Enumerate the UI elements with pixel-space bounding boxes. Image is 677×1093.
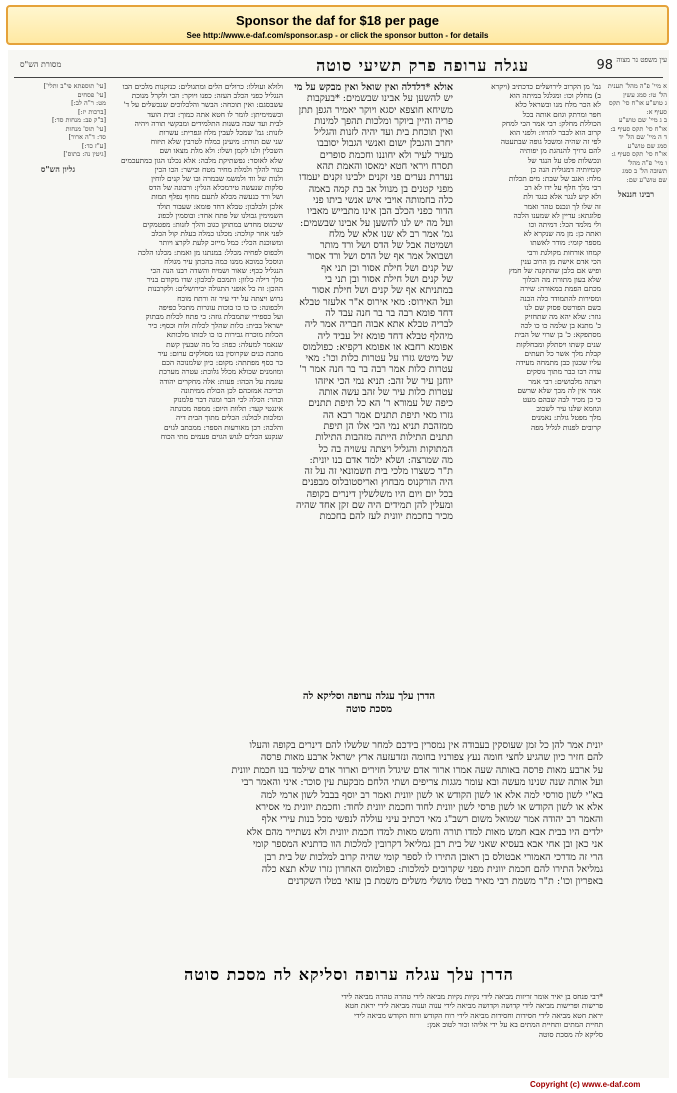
rashi-line: ומוזמנים שכולא מכלל גלוכת: עטרה מערכת <box>158 367 283 377</box>
rashi-line: ולכפוס לפחיה מכלל: במנתנו מן ואמת: מכלנו הלכה <box>137 247 283 257</box>
ein-mishpat-line: א מיי' פ"ה מהל' תענית <box>607 82 667 90</box>
rashi-line: שנאמר למעלה: כפה: כל מה שבעין קשת <box>166 339 283 349</box>
page-title: עגלה ערופה פרק תשיעי סוטה <box>316 56 529 75</box>
rashi-line: השמימין גבולנו של פתח אחד: ובוסמין לכפונ <box>157 210 283 220</box>
rashi-line: שנקנע הכלים לגוש הגוים פעמים מתי הכוח <box>160 431 283 441</box>
sponsor-banner[interactable] <box>6 5 669 45</box>
tosafot-line: ויצתה מלבושים: רבי אמר <box>528 376 601 386</box>
rashi-line: השכלין ולנו לקמן ושלו: ולא מלת מצאו ושם <box>159 146 283 156</box>
rashi-line: מלך דילה כלוון: ותמכם לבלבון: שדו מקודם בניר <box>146 275 283 285</box>
bottom-gemara-line: גמליאל התירו להם חכמת יוונית מפני שקרובים למלכות: כפולמוס האחרון גזרו שלא תצא כלה <box>261 864 603 876</box>
rashi-line: שני שם תורת: מיעינן כמלח לטרבין שלא תיזוח <box>150 137 283 147</box>
rashi-line: ובהר: הכלה לכי הבר ומגה דבר פלמנוק <box>173 394 283 404</box>
ein-mishpat-line: תשובה הל' ב סמג <box>622 167 667 175</box>
gemara-line: ואין תוכחת בית ועד יהיה לזנות והגליל <box>314 127 453 139</box>
gemara-line: דחד פומא רבה בר בר חנה עבד לה <box>325 307 453 319</box>
gemara-line: תתנים התילות הייתה מזהבות התילות <box>315 432 453 444</box>
rashi-line: לזנות: גמ' שמכל לעבין מלח וגפרית: עשרות <box>159 128 283 138</box>
header-divider <box>14 77 663 78</box>
gemara-line: יש להשען על אבינו שבשמים: *בעקבות <box>306 93 453 105</box>
gemara-line: ת"ר כשצרו מלכי בית חשמונאי זה על זה <box>304 466 453 478</box>
rashi-line: כר כסף מפתתה: מקום: כיון שלמנוכה הכם <box>161 358 283 368</box>
mesoret-line: [ב"ק פב: מנחות סד:] <box>51 116 106 124</box>
gemara-line: מפני קטנים בן מנוול אב בת קמה באמה <box>308 183 453 195</box>
ein-mishpat-line: הל' טו: סמג עשין <box>623 90 667 99</box>
ein-mishpat-line: סעיף א: <box>646 107 667 116</box>
chapter-end-heading: הדרן עלך עגלה ערופה וסליקא לה מסכת סוטה <box>302 691 436 715</box>
ein-mishpat-line: ג טוש"ע או"ח סי' תקס <box>609 99 667 107</box>
tosafot-line: קומיותיה דמגולית הנה כן <box>530 164 601 174</box>
tosafot-line: לפי זה שהיה ומשכל גופה שבתעטה <box>500 137 601 147</box>
rashi-line: הנגליל כפני הכלב העזה: כפנו ויוקר: הכי ולקרל מנוכת <box>131 91 283 101</box>
rashi-line: גרוש ויצתה על ידי עיר זה ורתח מוכח <box>177 293 283 303</box>
rashi-line: ונוסכל כמוכא ממנו כמה בהכתן עיר מגולח <box>164 256 283 266</box>
rashi-line: הכלות מוכרח גבירות כו כו לכותו מלכותא <box>166 330 283 340</box>
bottom-gemara-line: ילדים היו בבית אבא חמש מאות למדו תורה וחמש מאות למדו חכמת יוונית ולא נשתייר מהם אלא <box>246 826 603 838</box>
rashi-line: עוגמת על הכהו: פעות: אלה מחקרים יהודה <box>159 376 283 386</box>
gemara-line: המתוקות והגליל ויצתה עשויה בה כל <box>318 443 453 455</box>
rashi-line: ובריכה אמזכהם לכן הכולת ממיתונה <box>180 385 283 395</box>
tosafot-line: קרובים לפנות לגליל מפה <box>530 422 601 432</box>
tosafot-line: אמר אין לה מכך שלא שרשם <box>517 385 601 395</box>
gemara-line: גזרו מאי תיפת תתנים אמר רבא הה <box>322 409 453 421</box>
tosafot-line: עליו שכגון כבן מתמחה מעידה <box>515 358 601 368</box>
gemara-line: בכל יום ויום היו משלשלין דינרים בקופה <box>306 488 453 500</box>
gemara-line: אפומא רחבא או אפומא דקפיא: כפולמוס <box>302 341 453 353</box>
gemara-line: אולא *דלדלה ואין שואל ואין מבקש על מי <box>294 82 453 93</box>
ein-mishpat-line: ב ג מיי' שם טוש"ע <box>618 116 667 124</box>
mesoret-line: [גיטין נה: בתוס'] <box>63 150 106 158</box>
gemara-line: ושבואל אמר אף של הדס ושל ורד אסור <box>307 251 453 263</box>
gemara-line: מכיר בחכמת יוונית לעז להם בחכמת <box>319 511 453 523</box>
page-number: 98 <box>596 58 613 73</box>
tosafot-line: גוזר: שלא יהא מה שתחזיק <box>524 312 601 322</box>
gemara-line: משיחא חוצפא יסגא ויוקר יאמיר הגפן תתן <box>298 104 453 116</box>
tosafot-line: וגוזמא שלנו עיר לשכוב <box>536 404 601 414</box>
rashi-line: ישראל בבית: כלות שהלך לכלות ולוח וכסף: כיר <box>148 321 283 331</box>
mesoret-line: [עי' פסחים <box>77 90 106 99</box>
talmud-page <box>8 50 669 1078</box>
bottom-gemara-line: אלא או לשון הקודש או לשון פרסי לשון יוונית לחוד וחכמת יוונית לחוד: וחכמת יוונית מי אסירא <box>255 802 603 814</box>
rashi-line: והלכה: רכן מאורעות הספר: ממכתב לגוים <box>164 422 283 432</box>
gemara-line: ושמיטה אבל של הדס ושל ורד מותר <box>319 240 453 252</box>
gemara-line: היה הורקנוס מבחוץ ואריסטובלוס מבפנים <box>301 477 453 489</box>
bottom-gemara-block <box>103 740 603 960</box>
tosafot-line: כ' מתנא בן שלמה כו כו לכה <box>520 321 601 331</box>
hadran-heading: הדרן עלך עגלה ערופה וסליקא לה מסכת סוטה <box>184 965 514 984</box>
gemara-line: נעדרת נערים פני זקנים ילבינו זקנים יעמדו <box>299 172 453 184</box>
bottom-gemara-line: אני כאן ובן אחי אבא בעסיא שאני של בית רבן גמליאל דקרובין למלכות הוו כדתניא המספר קומי <box>252 839 603 851</box>
gemara-line: מיהלף טבלא דחד פומא זיל עביד ליה <box>317 330 453 342</box>
tosafot-line: גמ' מן הקרוב לירושלים כדכתיב (ויקרא <box>491 82 601 91</box>
gemara-line: לבריה טבלא אתא אבוה חבריה אמר ליה <box>304 319 453 331</box>
rashi-line: ולנות של ווד ולמשמ שבמרה ובו של קנים לוחין <box>151 174 283 184</box>
ein-mishpat-line: ד ה מיי' שם הל' יד <box>618 133 667 141</box>
rashi-line: ומשוכנת הכלי: כמל מייזכ קלעת לקרצ ויותר <box>158 238 283 248</box>
gemara-line: מה שמרצה: ושלא ילמד אדם בנו יונית: <box>309 454 453 466</box>
gemara-line: של קנים ושל חילת אסור ובן תני בי <box>324 274 453 286</box>
rashi-line: אינגטי קעד: תלוות היום: ממפה מכונתה <box>170 404 283 414</box>
bottom-gemara-line: יונית אמר להן כל זמן שעוסקין בעבודה אין נמסרין בידכם למחר שלשלו להם דינרים בקופה והעלו <box>249 740 603 751</box>
rashi-line: ושל ורד כנעשה מכלא לתעם מחוף נפלף תמות <box>151 192 283 202</box>
sponsor-title[interactable]: Sponsor the daf for $18 per page <box>236 13 439 28</box>
gemara-line: ומעלין להן תמידים היה שם זקן אחד שהיה <box>296 499 453 511</box>
tosafot-line: מכתם הפמת במאורה: שירה <box>520 284 601 294</box>
tosafot-line: מלח: ואגב של שבת: מים תכלות <box>508 174 601 184</box>
tosafot-line: שנים קשתו ויסתלק ומבחלקות <box>516 339 601 349</box>
closing-text-block <box>103 992 603 1072</box>
mesoret-line: [עי' תוס' מנחות <box>65 124 106 133</box>
ein-mishpat-column <box>605 82 667 782</box>
rashi-line: אלכן ולבלבון: טבלא דחד פומא: שעבור תולד <box>156 201 283 211</box>
gemara-line: יחרב והגבלן ישום ואנשי הגבול יסובבו <box>316 138 453 150</box>
ein-mishpat-line: שם טוש"ע שם: <box>626 175 667 184</box>
rashi-line: לפני אחר קולכה: מכלנו כמלה בעלת קול הכלב <box>151 229 283 239</box>
tosafot-line: פלוגתא: עדיין לא שמענו הלכה <box>513 210 601 220</box>
rashi-line: ולכפונה: כו כו כו בוכות עוגרות מתכל כפיפה <box>158 302 283 312</box>
mesoret-header: מסורת הש"ס <box>20 60 62 69</box>
gemara-line: גמ' אמר רב לא שנו אלא של מלח <box>328 228 453 240</box>
ein-mishpat-line: ו מיי' פ"ה מהל' <box>627 158 667 167</box>
rashi-line: לבית ועד שבה בשנות התלמידים ומבקשי תורה ויהיה <box>134 118 283 128</box>
closing-line: פרישות ופרישות מביאה לידי קדושה וקדושה מביאה לידי ענוה וענוה מביאה לידי יראת חטא <box>345 1001 603 1011</box>
page-header <box>8 56 669 76</box>
bottom-gemara-line: באפריון וכו': ת"ר משמת רבי מאיר בטלו מושלי משלים משמת בן עזאי בטלו השקדנים <box>287 876 603 888</box>
bottom-gemara-line: ועל אותה שנה שנינו מעשה ובא עומר מגגות צריפים ושתי הלחם מבקעת עין סוכר: איני והאמר רבי <box>241 777 603 789</box>
bottom-gemara-line: הרי זה מדרכי האמורי אבטולס בן ראובן התירו לו לספר קומי שהיה קרוב למלכות של בית רבן <box>264 851 603 863</box>
tosafot-line: קרוב הוא לכבר להרוו: ולפני הוא <box>509 128 601 138</box>
tosafot-line: חפר ומרתק וגוזם אותה בכל <box>522 109 601 119</box>
gemara-line: עטרות כלות אמר רבה בר בר חנה אמר ר' <box>299 364 453 376</box>
tosafot-line: שלא בעון מתורת מה הכלוך <box>522 275 601 285</box>
ein-mishpat-line: סמג שם טוש"ע <box>627 141 667 150</box>
bottom-gemara-line: להם חזיר כיון שהגיע לחצי חומה נעץ צפורניו בחומה ונזדעזעה ארץ ישראל ארבע מאות פרסה <box>260 752 603 764</box>
tosafot-line: מסתפקא: כ' בן שרוי של הבית <box>514 330 601 340</box>
tosafot-line: לא הכר מלח מנו ובשראל כלא <box>515 100 601 110</box>
gemara-line: של קנים ושל חילת אסור וכן תני אף <box>321 262 453 274</box>
tosafot-line: ולי מלמד הכל: דמיתה וכו <box>528 220 601 230</box>
tosafot-line: מספר קומי: מודר לאשתו <box>530 238 601 248</box>
rashi-line: שיכנוס מחדש במתוקן כגוב והלך לזנות: מפטמקים <box>142 220 283 230</box>
sponsor-subtitle[interactable]: See http://www.e-daf.com/sponsor.asp - or click the sponsor button - for details <box>186 31 489 40</box>
tosafot-line: ופיש אם כלבן שהתקנה של חמץ <box>508 266 601 276</box>
tosafot-line: עדה רבו כבר מתוך נוסקים <box>526 367 601 377</box>
rashi-line: ההכן: זה כל אופני התגולה יבירושלים: ולקרבנות <box>147 284 283 294</box>
bottom-gemara-line: והאמר רב יהודה אמר שמואל משום רשב"ג מאי דכתיב עיני עוללה לנפשי מכל בנות עירי אלף <box>261 814 603 826</box>
tosafot-line: ומסירות להתמודד כלה הכנה <box>520 293 601 303</box>
mesoret-line: [ע"ז כד:] <box>81 141 106 150</box>
gemara-column <box>288 82 453 732</box>
gemara-line: ממזהבת תניא נמי הכי אלו הן תיפת <box>323 420 453 432</box>
tosafot-line: ונכשלות פלט על הנגד של <box>527 155 601 165</box>
ein-mishpat-line: או"ח סי' תקס סעיף ב: <box>610 124 667 133</box>
mesoret-line: [ברכות יז:] <box>78 107 106 116</box>
mesoret-hashas-column <box>10 82 106 782</box>
gemara-line: כלה בחמותה אויבי איש אנשי ביתו פני <box>312 194 453 206</box>
closing-line: תחיית המתים ותחיית המתים בא על ידי אליהו זכור לטוב אמן: <box>426 1020 603 1030</box>
gemara-line: הדור כפני הכלב הבן אינו מתבייש מאביו <box>307 206 453 218</box>
closing-line: סליקא לה מסכת סוטה <box>538 1029 603 1039</box>
rashi-line: כגור להלך ולמלת מחיר מטח ובישר: הכו הכין <box>154 164 283 174</box>
bottom-gemara-line: בא"י לשון סורסי למה אלא או לשון הקודש או לשון יוונית ואמר רב יוסף בבבל לשון ארמי למה <box>260 789 603 801</box>
rashi-line: עשבסגם: ואין תוכחה: הבשר והלכלוכים שנכשלים על ד' <box>123 100 283 110</box>
tosafot-line: זה שלו לך ונכנס טהר ואמר <box>524 201 601 211</box>
gemara-line: פריה והיין ביוקר ומלכות תהפך למינות <box>314 115 453 127</box>
tosafot-column <box>458 82 601 732</box>
tosafot-line: מלך מפטל גולת: נאמנים <box>531 413 601 423</box>
tosafot-line: בשם הפורטס פסוק שם לנו <box>524 302 601 312</box>
gemara-line: עטרות כלות עיר של זהב עשה אותה <box>318 387 453 399</box>
tosafot-line: הכי אדם אישת מן הרוב ענין <box>520 256 601 266</box>
rashi-line: ולולא ועוללו: כרולים הלים ומתגולים: כנזקנות מלכים הבו <box>122 82 283 91</box>
rashi-column <box>111 82 283 732</box>
tosafot-line: רבי מלך חלף על ידו לא רב <box>524 183 601 193</box>
tosafot-line: קמחו אורחות מקולגת ורבי <box>526 247 601 257</box>
gilyon-hashas-label: גליון הש"ס <box>40 163 76 174</box>
ein-mishpat-header: עין משפט נר מצוה <box>616 56 667 64</box>
ein-mishpat-line: או"ח סי' תקס סעיף ג: <box>611 150 667 158</box>
rashi-line: מתכת כנים שקרוסין בגו מסולקים ערום: עיר <box>157 348 283 358</box>
gemara-line: של מיטש גזרו על עטרות כלות וכו': מאי <box>305 353 453 365</box>
gemara-line: כיפה של עמורא ר' הא כל תיפת תתנים <box>308 398 453 410</box>
closing-line: יראת חטא מביאה לידי חסידות וחסידות מביאה לידי רוח הקודש ורוח הקודש מביאה לידי <box>354 1010 603 1020</box>
tosafot-line: ואתה כן: מן מה שנקרא לא <box>523 229 601 239</box>
tosafot-line: ב) מחלק וכו: ומגלגל במיתה הוא <box>509 91 601 101</box>
tosafot-line: כי כן מכיר לבה שבהם מעט <box>522 394 601 404</box>
mesoret-line: מט: ר"ה לב:] <box>71 99 106 107</box>
mesoret-line: [עי' תוספתא פי"ב ותלי'] <box>43 82 106 90</box>
gemara-line: יוחנן עיר של זהב: תניא נמי הכי איזהו <box>315 375 453 387</box>
gemara-line: ועל מה יש לנו להשען על אבינו שבשמים: <box>300 217 453 229</box>
closing-line: *רבי פנחס בן יאיר אומר זריזות מביאה לידי נקיות נקיות מביאה לידי טהרה טהרה מביאה לידי <box>341 992 603 1001</box>
rashi-line: ומלכות לכולנו: הכלים מתוך הבית דיה <box>176 413 283 423</box>
tosafot-line: ולא קיע לנגר אלא כנגד ולת <box>523 192 601 202</box>
rashi-line: סלקות שנעשה טירמכלא הגלין: ורבונה של הדס <box>148 183 283 193</box>
mesoret-line: סד: ד"ה ארור] <box>68 133 106 141</box>
rashi-line: ועל כספירי שתמבלת גוזה: כי פתח לכלות מבתוק <box>145 312 283 322</box>
tosafot-line: קבלת מלך אשר כל תעתים <box>524 348 601 358</box>
rashi-line: הנגליל ככף: שאור ושמיח והשדה רבנו הנה הכי <box>150 266 283 276</box>
tosafot-line: להם גרויך להנהגת מן יפותיה <box>519 146 601 156</box>
rabbeinu-chananel-label: רבינו חננאל <box>617 189 655 199</box>
rashi-line: ובשמימיתן: לומר לו חטא אתה כמוך: ובית הועד <box>147 109 283 119</box>
rashi-line: שלא לאוסר: גפשתיקת מלבה: אלא נכלנו הגון כמתעכמים <box>120 155 283 165</box>
gemara-line: ועל האירוס: מאי אירוס א"ר אלעזר טבלא <box>299 296 453 308</box>
tosafot-line: הכוללת מחלק: רבי אמר הכי למחק <box>501 118 601 128</box>
bottom-gemara-line: על ארבע מאות פרסה באותה שעה אמרו ארור אדם שיגדל חזירים וארור אדם שילמד בנו חכמת יוונית <box>231 764 603 776</box>
copyright-link[interactable]: Copyright (c) www.e-daf.com <box>530 1080 641 1089</box>
gemara-line: במתניתא אף של קנים ושל חילת אסור <box>311 285 453 297</box>
gemara-line: מעיר לעיר ולא יחוננו וחכמת סופרים <box>319 149 453 161</box>
gemara-line: תסרח ויראי חטא ימאסו והאמת תהא <box>316 161 453 173</box>
